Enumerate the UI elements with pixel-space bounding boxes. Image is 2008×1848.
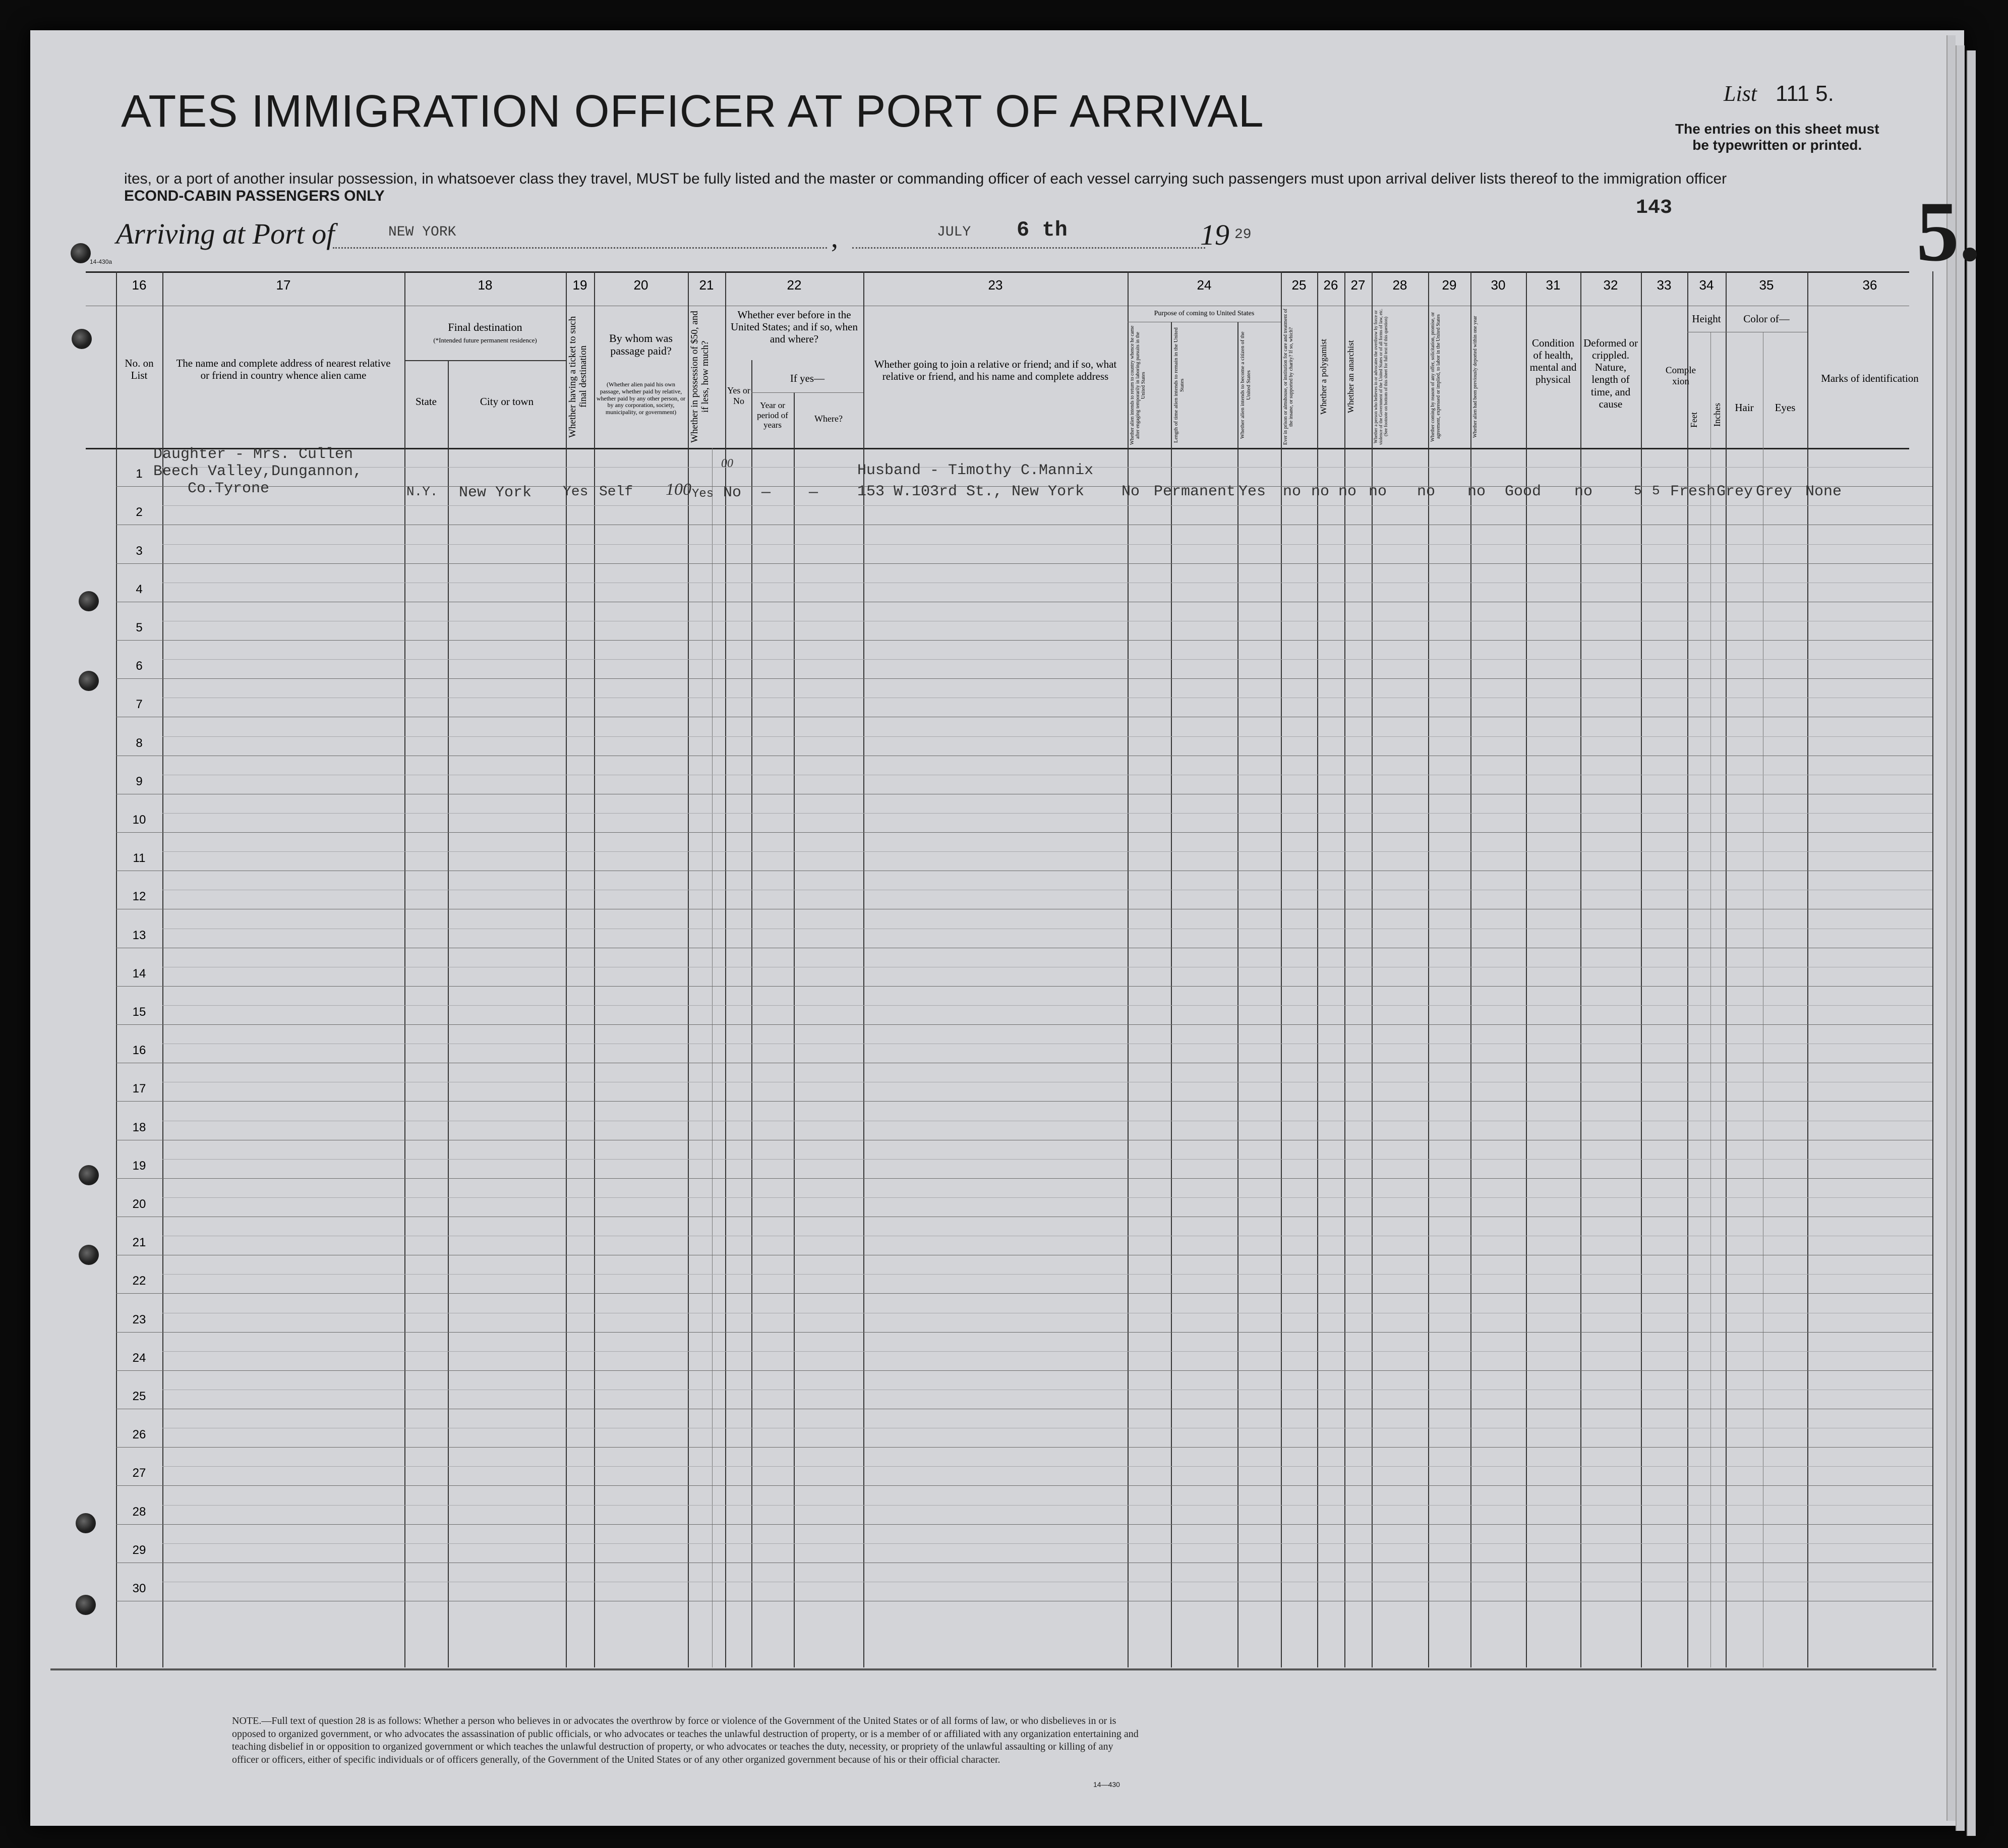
eyes-value: Grey — [1756, 483, 1793, 500]
col-num: 32 — [1603, 277, 1618, 293]
relative-address: Beech Valley,Dungannon, — [153, 463, 363, 480]
anarchist-value: no — [1338, 483, 1357, 500]
comma: , — [831, 222, 838, 254]
rule — [1317, 271, 1318, 1667]
ticket-value: Yes — [563, 484, 588, 500]
header-feet: Feet — [1689, 412, 1699, 428]
rule — [1641, 271, 1642, 1667]
row-number: 25 — [132, 1389, 146, 1403]
row-subrule — [162, 544, 1932, 545]
rule — [566, 271, 567, 1667]
row-number: 21 — [132, 1236, 146, 1250]
row-subrule — [162, 1005, 1932, 1006]
rule — [794, 392, 795, 1667]
rule — [1171, 322, 1172, 1667]
feet-value: 5 — [1634, 483, 1642, 498]
col-num: 16 — [132, 277, 147, 293]
row-subrule — [162, 659, 1932, 660]
col-num: 35 — [1759, 277, 1774, 293]
header-prison: Ever in prison or almshouse, or institution for care and treatment of the insane, or supported by charity? If so, which? — [1283, 309, 1294, 445]
header-year: Year or period of years — [757, 400, 788, 430]
marks-value: None — [1805, 483, 1842, 500]
row-subrule — [162, 1543, 1932, 1544]
col-num: 30 — [1491, 277, 1506, 293]
row-number: 15 — [132, 1005, 146, 1019]
page-edge-2 — [1946, 35, 1956, 1821]
header-if-yes: If yes— — [790, 372, 825, 384]
row-rule — [116, 678, 1932, 679]
col-num: 23 — [988, 277, 1003, 293]
header-purpose: Purpose of coming to United States — [1154, 310, 1255, 317]
row-rule — [116, 1101, 1932, 1102]
deformed-value: no — [1574, 483, 1593, 500]
col-num: 24 — [1197, 277, 1212, 293]
col-num: 18 — [478, 277, 493, 293]
row-rule — [116, 640, 1932, 641]
header-passage-paid: By whom was passage paid? — [609, 332, 673, 358]
row-number: 12 — [132, 890, 146, 904]
rule — [448, 360, 449, 1667]
port-line — [333, 247, 827, 249]
rule — [1687, 271, 1688, 1667]
complexion-value: Fresh — [1670, 483, 1716, 500]
row-number: 22 — [132, 1274, 146, 1288]
header-polygamist: Whether a polygamist — [1319, 338, 1328, 415]
page-title: ATES IMMIGRATION OFFICER AT PORT OF ARRIVAL — [121, 86, 1264, 137]
page-edge — [1967, 50, 1976, 1836]
row-subrule — [162, 1274, 1932, 1275]
header-no-on-list: No. on List — [125, 357, 154, 382]
col-num: 28 — [1392, 277, 1407, 293]
header-yes-or-no: Yes or No — [727, 385, 750, 406]
rule — [404, 271, 405, 1667]
header-deported: Whether alien had been previously deported within one year — [1472, 316, 1478, 438]
rule — [1726, 271, 1727, 1667]
row-number: 10 — [132, 813, 146, 827]
rule — [1710, 332, 1711, 1667]
row-number: 16 — [132, 1044, 146, 1058]
col-num: 17 — [276, 277, 291, 293]
header-height: Height — [1692, 313, 1721, 325]
row-number: 13 — [132, 928, 146, 942]
rule — [751, 392, 863, 393]
where-value: — — [809, 484, 818, 501]
date-line — [852, 247, 1205, 249]
header-hair: Hair — [1735, 401, 1754, 414]
header-marks: Marks of identification — [1821, 372, 1919, 384]
row-rule — [116, 1447, 1932, 1448]
year-prefix: 19 — [1200, 218, 1229, 251]
col-num: 29 — [1442, 277, 1457, 293]
col-num: 27 — [1350, 277, 1366, 293]
header-going-to-join: Whether going to join a relative or friend; and if so, what relative or friend, and his name and complete address — [874, 358, 1117, 383]
row-number: 6 — [136, 659, 143, 673]
row-rule — [116, 1293, 1932, 1294]
rule — [594, 271, 595, 1667]
typewritten-note-line-1: The entries on this sheet must — [1675, 121, 1879, 137]
header-ticket: Whether having a ticket to such final destination — [567, 316, 588, 438]
row-subrule — [162, 1197, 1932, 1198]
row-number: 14 — [132, 966, 146, 980]
health-value: Good — [1505, 483, 1542, 500]
header-eyes: Eyes — [1775, 401, 1796, 414]
rule — [1344, 271, 1345, 1667]
row-subrule — [162, 813, 1932, 814]
row-rule — [116, 986, 1932, 987]
row-number: 8 — [136, 736, 143, 750]
col-num: 26 — [1323, 277, 1338, 293]
row-rule — [116, 832, 1932, 833]
year-suffix: 29 — [1234, 227, 1252, 243]
rule — [712, 448, 713, 1667]
arrival-month: JULY — [937, 224, 971, 240]
row-rule — [116, 1178, 1932, 1179]
header-where: Where? — [814, 414, 843, 424]
table-bottom-rule — [50, 1668, 1936, 1670]
deported-value: no — [1467, 483, 1486, 500]
col-num: 33 — [1657, 277, 1672, 293]
rule — [1237, 322, 1238, 1667]
row-number: 11 — [133, 851, 146, 865]
col-num: 19 — [572, 277, 587, 293]
header-inches: Inches — [1712, 403, 1722, 427]
row-subrule — [162, 1159, 1932, 1160]
relative-county: Co.Tyrone — [188, 480, 270, 497]
row-rule — [116, 1524, 1932, 1525]
header-color: Color of— — [1743, 313, 1790, 325]
rule — [1428, 271, 1429, 1667]
row-number: 7 — [136, 698, 143, 712]
header-question-28: Whether a person who believes in or advocates the overthrow by force or violence of the Government of the United States or of all forms of law, etc. (See footnote on bottom of this sheet for full text of this question) — [1373, 309, 1388, 445]
before-us-value: No — [723, 484, 742, 501]
typewritten-note-line-2: be typewritten or printed. — [1692, 137, 1862, 153]
col-num: 21 — [699, 277, 714, 293]
header-before-in-us: Whether ever before in the United States; and if so, when and where? — [731, 309, 858, 345]
col-num: 20 — [633, 277, 648, 293]
header-passage-paid-note: (Whether alien paid his own passage, whether paid by relative, whether paid by any other person, or by any corporation, society, municipality, or government) — [596, 381, 686, 416]
col-num: 31 — [1546, 277, 1561, 293]
list-label: List — [1724, 81, 1757, 106]
row-number: 18 — [132, 1120, 146, 1134]
col-num: 22 — [787, 277, 802, 293]
row-rule — [116, 563, 1932, 564]
manifest-table — [86, 271, 1919, 1667]
rule — [1281, 271, 1282, 1667]
row-subrule — [162, 1466, 1932, 1467]
rule — [1580, 271, 1581, 1667]
page-edge-3 — [1956, 45, 1965, 1831]
paid-by-value: Self — [599, 484, 633, 500]
header-final-destination: Final destination — [448, 321, 522, 333]
footnote-question-28: NOTE.—Full text of question 28 is as follows: Whether a person who believes in or advocates the overthrow by force or violence of the Government of the United States or of all forms of law, or who disbelieves in or is opposed to organized government, or who advocates the assassination of public officials, or who advocates or teaches the unlawful destruction of property, or is a member of or affiliated with any organization entertaining and teaching disbelief in or opposition to organized government or which teaches the unlawful destruction of property, or who advocates or teaches the duty, necessity, or propriety of the unlawful assaulting or killing of any officer or officers, either of specific individuals or of officers generally, of the Government of the United States or of any other organized government because of his or their official character. — [232, 1715, 1139, 1765]
rule — [1470, 271, 1471, 1667]
header-labor-offer: Whether coming by reason of any offer, solicitation, promise, or agreement, expressed or implied, to labor in the United States — [1430, 312, 1441, 442]
year-value: — — [761, 484, 771, 501]
rule — [162, 271, 163, 1667]
list-number — [1724, 81, 1834, 106]
instructions-text: ites, or a port of another insular possession, in whatsoever class they travel, MUST be fully listed and the master or commanding officer of each vessel carrying such passengers must upon arrival deliver lists thereof to the immigration officer — [124, 170, 1727, 187]
question-28-value: no — [1369, 483, 1387, 500]
citizen-value: Yes — [1238, 483, 1266, 500]
arriving-label: Arriving at Port of — [116, 217, 335, 250]
header-citizen: Whether alien intends to become a citizen of the United States — [1239, 331, 1252, 439]
row-number: 2 — [136, 505, 143, 519]
footnote-form-code: 14—430 — [1093, 1780, 1120, 1788]
polygamist-value: no — [1311, 483, 1330, 500]
rule — [1932, 271, 1933, 1667]
rule — [863, 271, 864, 1667]
row-subrule — [162, 851, 1932, 852]
header-deformed: Deformed or crippled. Nature, length of time, and cause — [1583, 337, 1638, 410]
list-value: 111 5. — [1776, 81, 1834, 106]
length-value: Permanent — [1154, 483, 1236, 500]
rule — [86, 271, 1909, 273]
typewritten-note — [1675, 121, 1879, 153]
form-code: 14-430a — [90, 258, 112, 265]
port-value: NEW YORK — [388, 224, 456, 240]
row-subrule — [162, 736, 1932, 737]
row-number: 30 — [132, 1581, 146, 1595]
header-anarchist: Whether an anarchist — [1346, 340, 1355, 414]
destination-state: N.Y. — [406, 484, 438, 499]
punch-hole — [71, 243, 91, 263]
row-rule — [116, 1370, 1932, 1371]
rule — [1128, 271, 1129, 1667]
row-number: 1 — [136, 467, 143, 481]
row-rule — [116, 1332, 1932, 1333]
row-number: 27 — [132, 1466, 146, 1480]
rule — [1807, 271, 1808, 1667]
rule — [1372, 271, 1373, 1667]
rule — [751, 360, 752, 1667]
row-number: 9 — [136, 774, 143, 788]
row-subrule — [162, 1505, 1932, 1506]
header-return: Whether alien intends to return to country whence he came after engaging temporarily in laboring pursuits in the United States — [1130, 325, 1146, 445]
prison-value: no — [1283, 483, 1302, 500]
arrival-day: 6 th — [1017, 218, 1068, 242]
inches-value: 5 — [1652, 483, 1660, 498]
col-num: 36 — [1862, 277, 1877, 293]
row-subrule — [162, 505, 1932, 506]
header-final-destination-note: (*Intended future permanent residence) — [433, 336, 537, 344]
row-number: 17 — [132, 1082, 146, 1096]
destination-city: New York — [459, 484, 532, 501]
money-note: 00 — [721, 457, 733, 470]
money-value: 100 — [666, 480, 691, 499]
row-rule — [116, 1024, 1932, 1025]
joining-name: Husband - Timothy C.Mannix — [857, 462, 1094, 479]
hair-value: Grey — [1717, 483, 1753, 500]
labor-offer-value: no — [1417, 483, 1436, 500]
return-value: No — [1121, 483, 1140, 500]
rule — [1526, 271, 1527, 1667]
col-num: 25 — [1291, 277, 1307, 293]
header-length-of-stay: Length of time alien intends to remain in the United States — [1173, 327, 1186, 443]
header-money: Whether in possession of $50, and if less, how much? — [689, 311, 711, 443]
header-health: Condition of health, mental and physical — [1529, 337, 1577, 386]
row-number: 19 — [132, 1159, 146, 1173]
header-state: State — [416, 395, 437, 408]
row-number: 20 — [132, 1197, 146, 1211]
rule — [404, 360, 566, 361]
cabin-class-label: ECOND-CABIN PASSENGERS ONLY — [124, 188, 385, 204]
header-city-or-town: City or town — [480, 395, 534, 408]
row-number: 24 — [132, 1351, 146, 1365]
row-number: 3 — [136, 544, 143, 558]
relative-name: Daughter - Mrs. Cullen — [153, 446, 353, 463]
sheet-number: 143 — [1636, 197, 1673, 219]
money-yes: Yes — [692, 487, 714, 501]
page-number-large: 5. — [1916, 184, 1981, 279]
row-number: 23 — [132, 1312, 146, 1326]
rule — [86, 448, 1909, 449]
row-number: 5 — [136, 620, 143, 634]
row-number: 26 — [132, 1428, 146, 1442]
col-num: 34 — [1699, 277, 1714, 293]
row-number: 29 — [132, 1543, 146, 1557]
row-subrule — [162, 1351, 1932, 1352]
header-complexion: Complexion — [1665, 365, 1696, 387]
row-rule — [116, 1485, 1932, 1486]
header-nearest-relative: The name and complete address of nearest relative or friend in country whence alien came — [176, 357, 391, 382]
row-number: 4 — [136, 582, 143, 596]
row-number: 28 — [132, 1505, 146, 1519]
rule — [725, 271, 726, 1667]
joining-address: 153 W.103rd St., New York — [857, 483, 1085, 500]
